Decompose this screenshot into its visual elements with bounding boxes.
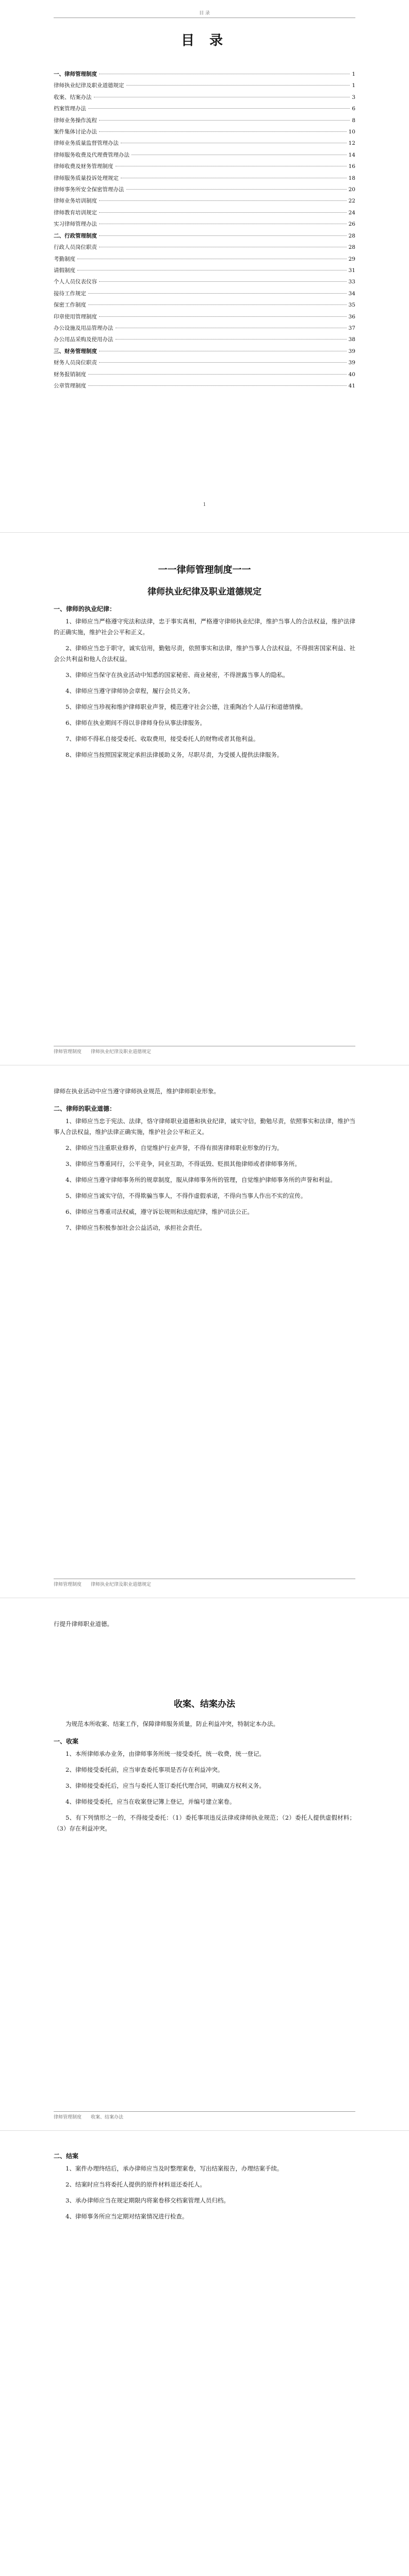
toc-page-number: 38	[348, 336, 355, 343]
toc-page-number: 18	[348, 175, 355, 181]
toc-entry[interactable]	[54, 126, 355, 138]
toc-entry-title: 考勤制度	[54, 256, 75, 262]
toc-entry-title: 律师事务所安全保密管理办法	[54, 187, 124, 193]
toc-entry[interactable]	[54, 334, 355, 345]
paragraph: 4、律师应当遵守律师事务所的规章制度，服从律师事务所的管理，自觉维护律师事务所的声誉和利益。	[66, 1176, 336, 1183]
toc-entry-title: 三、财务管理制度	[54, 348, 97, 354]
toc-leader	[99, 120, 350, 121]
toc-page-number: 26	[348, 221, 355, 228]
toc-entry[interactable]	[54, 380, 355, 392]
paragraph: 7、律师应当积极参加社会公益活动，承担社会责任。	[66, 1224, 206, 1231]
toc-entry[interactable]	[54, 80, 355, 91]
toc-page-number: 3	[352, 94, 355, 100]
toc-page-number: 1	[352, 71, 355, 77]
continued-text: 行提升律师职业道德。	[54, 1620, 113, 1628]
paragraph: 4、律师事务所应当定期对结案情况进行检查。	[66, 2213, 188, 2220]
doc-title: 律师执业纪律及职业道德规定	[148, 587, 261, 597]
toc-leader	[126, 85, 350, 86]
section-heading: 二、律师的职业道德：	[54, 1105, 116, 1112]
toc-entry-title: 财务人员岗位职责	[54, 360, 97, 366]
toc-entry[interactable]	[54, 288, 355, 299]
toc-page-number: 39	[348, 348, 355, 354]
toc-entry[interactable]	[54, 346, 355, 357]
toc-entry-title: 办公设施及用品管理办法	[54, 325, 113, 331]
toc-entry-title: 律师教育培训规定	[54, 209, 97, 216]
toc-entry-title: 财务报销制度	[54, 371, 86, 378]
toc-leader	[88, 108, 350, 109]
toc-entry-title: 公章管理制度	[54, 382, 86, 389]
toc-page-number: 16	[348, 163, 355, 170]
toc-leader	[99, 200, 347, 201]
page-footer: 律师管理制度 律师执业纪律及职业道德规定	[54, 1046, 355, 1055]
toc-entry[interactable]	[54, 357, 355, 368]
paragraph: 7、律师不得私自接受委托、收取费用，接受委托人的财物或者其他利益。	[66, 735, 259, 742]
paragraph: 1、案件办理终结后，承办律师应当及时整理案卷，写出结案报告，办理结案手续。	[66, 2165, 283, 2172]
toc-leader	[99, 131, 347, 132]
paragraph: 8、律师应当按照国家规定承担法律援助义务，尽职尽责，为受援人提供法律服务。	[66, 751, 283, 758]
toc-leader	[99, 212, 347, 213]
toc-entry-title: 实习律师管理办法	[54, 221, 97, 228]
toc-page-number: 1	[352, 82, 355, 89]
paragraph: 2、律师应当忠于职守，诚实信用，勤勉尽责，依照事实和法律，维护当事人合法权益，不得损害国家利益、社会公共利益和他人合法权益。	[54, 645, 355, 663]
toc-entry[interactable]	[54, 103, 355, 114]
system-title: 一一律师管理制度一一	[158, 565, 251, 575]
toc-page-number: 8	[352, 117, 355, 124]
toc-page-number: 29	[348, 256, 355, 262]
page-footer: 律师管理制度 律师执业纪律及职业道德规定	[54, 1579, 355, 1587]
toc-entry-title: 行政人员岗位职责	[54, 244, 97, 251]
paragraph: 3、律师应当尊重同行，公平竞争，同业互助，不得诋毁、贬损其他律师或者律师事务所。	[66, 1160, 301, 1167]
toc-page-number: 34	[348, 290, 355, 297]
toc-entry[interactable]	[54, 69, 355, 80]
toc-entry-title: 办公用品采购及使用办法	[54, 336, 113, 343]
toc-entry[interactable]	[54, 369, 355, 380]
toc-leader	[116, 339, 347, 340]
toc-entry[interactable]	[54, 92, 355, 103]
toc-page-number: 24	[348, 209, 355, 216]
toc-entry[interactable]	[54, 299, 355, 311]
paragraph: 6、律师应当尊重司法权威，遵守诉讼规则和法庭纪律，维护司法公正。	[66, 1208, 253, 1215]
toc-entry-title: 律师服务质量投诉处理规定	[54, 175, 119, 181]
toc-page-number: 14	[348, 151, 355, 158]
section-heading: 一、律师的执业纪律：	[54, 605, 116, 613]
doc-title: 收案、结案办法	[174, 1699, 235, 1709]
toc-page-number: 22	[348, 198, 355, 205]
toc-entry-title: 案件集体讨论办法	[54, 129, 97, 135]
toc-page-number: 39	[348, 360, 355, 366]
toc-entry-title: 档案管理办法	[54, 106, 86, 112]
toc-entry-title: 律师业务质量监督管理办法	[54, 140, 119, 147]
toc-entry[interactable]	[54, 173, 355, 184]
toc-page-number: 35	[348, 302, 355, 309]
toc-entry[interactable]	[54, 207, 355, 218]
paragraph: 6、律师在执业期间不得以非律师身份从事法律服务。	[66, 719, 206, 726]
toc-entry[interactable]	[54, 149, 355, 161]
toc-page-number: 6	[352, 106, 355, 112]
paragraph: 1、律师应当严格遵守宪法和法律，忠于事实真相，严格遵守律师执业纪律，维护当事人的合法权益，维护法律的正确实施，维护社会公平和正义。	[54, 618, 355, 636]
toc-page-number: 33	[348, 279, 355, 285]
toc-leader	[99, 281, 347, 282]
toc-leader	[99, 362, 347, 363]
page-number: 1	[203, 502, 206, 507]
toc-entry-title: 收案、结案办法	[54, 94, 92, 100]
paragraph: 3、承办律师应当在规定期限内将案卷移交档案管理人员归档。	[66, 2197, 230, 2204]
content-page-3	[0, 1598, 409, 2131]
toc-entry[interactable]	[54, 218, 355, 230]
toc-entry-title: 一、律师管理制度	[54, 71, 97, 77]
toc-entry-title: 印章使用管理制度	[54, 313, 97, 320]
toc-entry[interactable]	[54, 265, 355, 276]
toc-entry[interactable]	[54, 161, 355, 172]
toc-page-number: 20	[348, 187, 355, 193]
paragraphs	[54, 1116, 355, 1233]
toc-entry[interactable]	[54, 242, 355, 253]
toc-page-number: 28	[348, 244, 355, 251]
toc-page-number: 37	[348, 325, 355, 331]
toc-entry[interactable]	[54, 253, 355, 265]
toc-leader	[88, 374, 347, 375]
paragraph: 4、律师接受委托，应当在收案登记簿上登记，并编号建立案卷。	[66, 1798, 236, 1805]
toc-entry[interactable]	[54, 230, 355, 242]
intro-text: 为规范本所收案、结案工作，保障律师服务质量，防止利益冲突，特制定本办法。	[66, 1720, 279, 1727]
section-heading: 一、收案	[54, 1738, 79, 1745]
paragraph: 2、律师应当注重职业修养，自觉维护行业声誉，不得有损害律师职业形象的行为。	[66, 1144, 283, 1151]
toc-entry-title: 请假制度	[54, 267, 75, 274]
toc-entry-title: 二、行政管理制度	[54, 232, 97, 239]
toc-entry[interactable]	[54, 184, 355, 195]
toc-entry[interactable]	[54, 323, 355, 334]
toc-page-number: 41	[348, 382, 355, 389]
running-head: 目 录	[54, 9, 355, 18]
toc-page-number: 12	[348, 140, 355, 147]
toc-entry[interactable]	[54, 276, 355, 287]
toc-title: 目 录	[181, 33, 228, 48]
paragraph: 4、律师应当遵守律师协会章程，履行会员义务。	[66, 687, 194, 694]
paragraph: 5、律师应当诚实守信，不得欺骗当事人，不得作虚假承诺，不得向当事人作出不实的宣传。	[66, 1192, 307, 1199]
toc-leader	[88, 385, 347, 386]
toc-entry-title: 律师业务培训制度	[54, 198, 97, 205]
toc-list	[54, 69, 355, 392]
toc-entry[interactable]	[54, 138, 355, 149]
toc-entry-title: 律师执业纪律及职业道德规定	[54, 82, 124, 89]
toc-entry[interactable]	[54, 195, 355, 207]
toc-entry-title: 个人人员仪表仪容	[54, 279, 97, 285]
paragraph: 3、律师应当保守在执业活动中知悉的国家秘密、商业秘密，不得泄露当事人的隐私。	[66, 671, 289, 679]
toc-page-number: 10	[348, 129, 355, 135]
section-heading: 二、结案	[54, 2153, 79, 2160]
content-page-1	[0, 533, 409, 1065]
paragraph: 2、结案时应当将委托人提供的原件材料退还委托人。	[66, 2181, 206, 2188]
toc-page-number: 40	[348, 371, 355, 378]
toc-entry-title: 接待工作规定	[54, 290, 86, 297]
paragraph: 5、有下列情形之一的，不得接受委托：（1）委托事项违反法律或律师执业规范；（2）委托人提供虚假材料；（3）存在利益冲突。	[54, 1814, 355, 1832]
toc-leader	[99, 316, 347, 317]
continued-text: 律师在执业活动中应当遵守律师执业规范，维护律师职业形象。	[54, 1088, 220, 1095]
toc-entry-title: 律师收费及财务管理制度	[54, 163, 113, 170]
paragraph: 5、律师应当珍视和维护律师职业声誉，模范遵守社会公德，注重陶冶个人品行和道德情操。	[66, 703, 307, 710]
toc-entry[interactable]	[54, 115, 355, 126]
paragraph: 1、律师应当忠于宪法、法律，恪守律师职业道德和执业纪律，诚实守信，勤勉尽责，依照事实和法律，维护当事人合法权益，维护法律正确实施，维护社会公平和正义。	[54, 1117, 355, 1136]
toc-page-number: 36	[348, 313, 355, 320]
toc-leader	[88, 304, 347, 305]
page-footer: 律师管理制度 收案、结案办法	[54, 2111, 355, 2120]
toc-page-number: 31	[348, 267, 355, 274]
toc-entry-title: 律师服务收费及代理费管理办法	[54, 151, 129, 158]
toc-page	[0, 0, 409, 533]
paragraphs	[54, 2163, 355, 2222]
toc-leader	[126, 189, 347, 190]
toc-page-number: 28	[348, 232, 355, 239]
paragraphs	[54, 616, 355, 760]
paragraph: 2、律师接受委托前，应当审查委托事项是否存在利益冲突。	[66, 1766, 224, 1773]
paragraphs	[54, 1749, 355, 1834]
toc-entry-title: 律师业务操作流程	[54, 117, 97, 124]
paragraph: 3、律师接受委托后，应当与委托人签订委托代理合同，明确双方权利义务。	[66, 1782, 265, 1789]
toc-leader	[99, 235, 347, 236]
content-page-2	[0, 1065, 409, 1598]
toc-entry[interactable]	[54, 311, 355, 323]
content-page-4	[0, 2131, 409, 2576]
toc-entry-title: 保密工作制度	[54, 302, 86, 309]
paragraph: 1、本所律师承办业务，由律师事务所统一接受委托，统一收费，统一登记。	[66, 1750, 265, 1757]
toc-leader	[88, 293, 347, 294]
